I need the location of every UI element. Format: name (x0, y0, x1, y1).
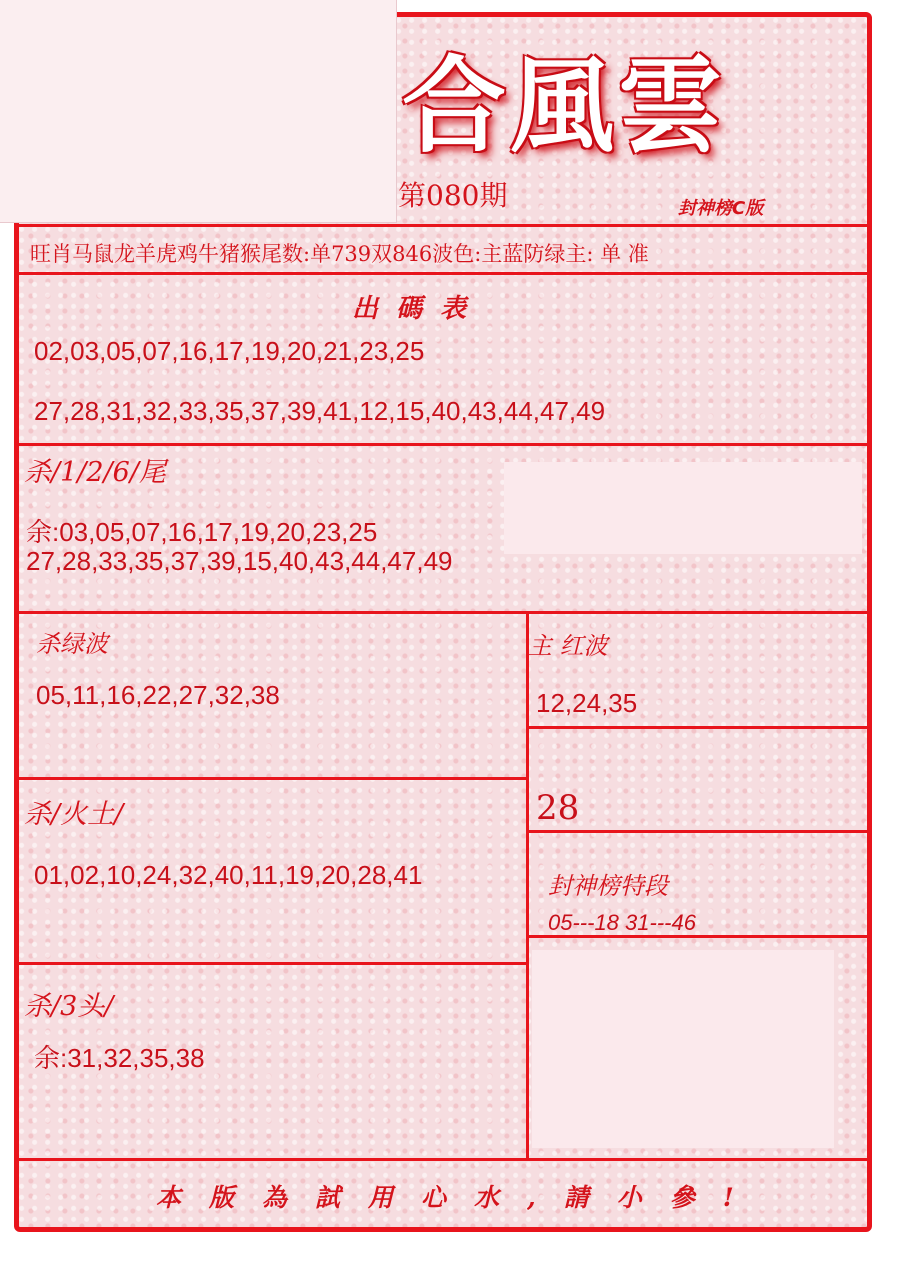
kill-tail-blank-box (504, 462, 862, 554)
code-table-heading: 出碼表 (352, 294, 485, 324)
bottom-right-blank-box (532, 950, 834, 1148)
info-line: 旺肖马鼠龙羊虎鸡牛猪猴尾数:单739双846波色:主蓝防绿主: 单 准 (30, 242, 649, 266)
special-section-numbers: 05---18 31---46 (548, 910, 696, 935)
divider-left-1 (19, 777, 529, 780)
divider-left-2 (19, 962, 529, 965)
divider-footer (19, 1158, 867, 1161)
issue-number: 第080期 (398, 179, 508, 212)
edition-label: 封神榜C版 (678, 198, 764, 219)
kill-heads-label: 杀/3头/ (24, 991, 114, 1022)
divider-code-table (19, 443, 867, 446)
divider-info (19, 272, 867, 275)
main-red-label: 主 红波 (528, 632, 608, 660)
divider-right-2 (528, 830, 867, 833)
divider-header (19, 224, 867, 227)
masthead-title: 合風雲 (402, 44, 727, 167)
top-left-blank-area (0, 0, 397, 223)
kill-heads-remaining: 余:31,32,35,38 (34, 1043, 205, 1073)
kill-element-label: 杀/火土/ (24, 799, 124, 830)
main-red-numbers: 12,24,35 (536, 688, 638, 718)
divider-vertical (526, 611, 529, 1161)
kill-element-numbers: 01,02,10,24,32,40,11,19,20,28,41 (34, 860, 423, 890)
kill-green-label: 杀绿波 (36, 630, 108, 658)
kill-tail-remaining-1: 余:03,05,07,16,17,19,20,23,25 (26, 517, 378, 547)
kill-tail-remaining-2: 27,28,33,35,37,39,15,40,43,44,47,49 (26, 546, 453, 576)
kill-green-numbers: 05,11,16,22,27,32,38 (36, 680, 280, 710)
special-number: 28 (536, 788, 580, 828)
divider-kill-tail (19, 611, 867, 614)
special-section-label: 封神榜特段 (548, 872, 668, 900)
code-table-row-1: 02,03,05,07,16,17,19,20,21,23,25 (34, 336, 425, 366)
divider-right-1 (528, 726, 867, 729)
footer-note: 本版為試用心水,請小參! (156, 1183, 762, 1212)
kill-tail-label: 杀/1/2/6/尾 (24, 457, 166, 488)
code-table-row-2: 27,28,31,32,33,35,37,39,41,12,15,40,43,44,47,49 (34, 396, 606, 426)
